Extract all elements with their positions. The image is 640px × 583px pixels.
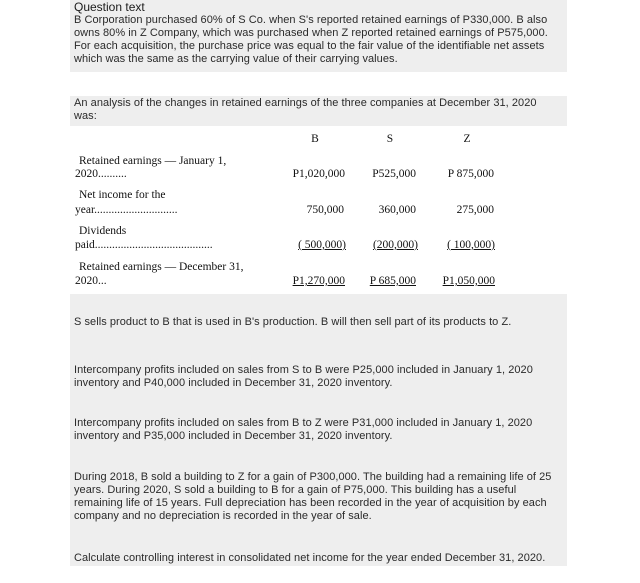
question-body-block: [70, 294, 567, 566]
cell-b-row1: P1,020,000: [292, 168, 345, 180]
analysis-lead-text: An analysis of the changes in retained earnings of the three companies at December 31, 2020 was:: [74, 97, 537, 122]
row-label-line1: Net income for the: [79, 189, 166, 201]
row-label-line2: 2020..........: [75, 168, 127, 180]
row-label-line2: paid.........................................: [75, 239, 213, 251]
analysis-lead-block: [70, 96, 567, 126]
col-header-z: Z: [463, 133, 471, 145]
cell-b-row2: 750,000: [306, 204, 344, 216]
cell-s-row1: P525,000: [372, 168, 416, 180]
cell-z-row4: P1,050,000: [442, 275, 495, 287]
cell-z-row2: 275,000: [456, 204, 494, 216]
paragraph-building-sales: During 2018, B sold a building to Z for a gain of P300,000. The building had a remaining life of 25 years. During 2020, S sold a building to B for a gain of P75,000. This building has a useful remaining life of 15 years. Full depreciation has been recorded in the year of acquisition by each company and no depreciation is recorded in the year of sale.: [74, 471, 552, 522]
cell-b-row3: ( 500,000): [298, 239, 346, 251]
cell-b-row4: P1,270,000: [292, 275, 345, 287]
cell-z-row1: P 875,000: [447, 168, 494, 180]
row-label-line1: Retained earnings — December 31,: [79, 261, 244, 273]
row-label-line1: Retained earnings — January 1,: [79, 155, 227, 167]
question-header-block: [70, 0, 567, 72]
row-label-line2: year.............................: [75, 204, 178, 216]
cell-s-row2: 360,000: [378, 204, 416, 216]
paragraph-product-flow: S sells product to B that is used in B's production. B will then sell part of its products to Z.: [74, 316, 512, 328]
question-intro: B Corporation purchased 60% of S Co. when S's reported retained earnings of P330,000. B also owns 80% in Z Company, which was purchased when Z reported retained earnings of P575,000. For each acquisition, the purchase price was equal to the fair value of the identifiable net assets which was the same as the carrying value of their carrying values.: [74, 14, 548, 65]
cell-s-row3: (200,000): [372, 239, 418, 251]
row-label-line2: 2020...: [75, 275, 107, 287]
final-question-text: Calculate controlling interest in consolidated net income for the year ended December 31, 2020.: [74, 552, 546, 564]
cell-z-row3: ( 100,000): [447, 239, 495, 251]
paragraph-s-to-b-profits: Intercompany profits included on sales from S to B were P25,000 included in January 1, 2020 inventory and P40,000 included in December 31, 2020 inventory.: [74, 364, 533, 389]
cell-s-row4: P 685,000: [369, 275, 416, 287]
paragraph-b-to-z-profits: Intercompany profits included on sales from B to Z were P31,000 included in January 1, 2020 inventory and P35,000 included in December 31, 2020 inventory.: [74, 417, 533, 442]
col-header-b: B: [311, 133, 319, 145]
question-title: Question text: [74, 0, 145, 14]
row-label-line1: Dividends: [79, 225, 127, 237]
col-header-s: S: [386, 133, 394, 145]
